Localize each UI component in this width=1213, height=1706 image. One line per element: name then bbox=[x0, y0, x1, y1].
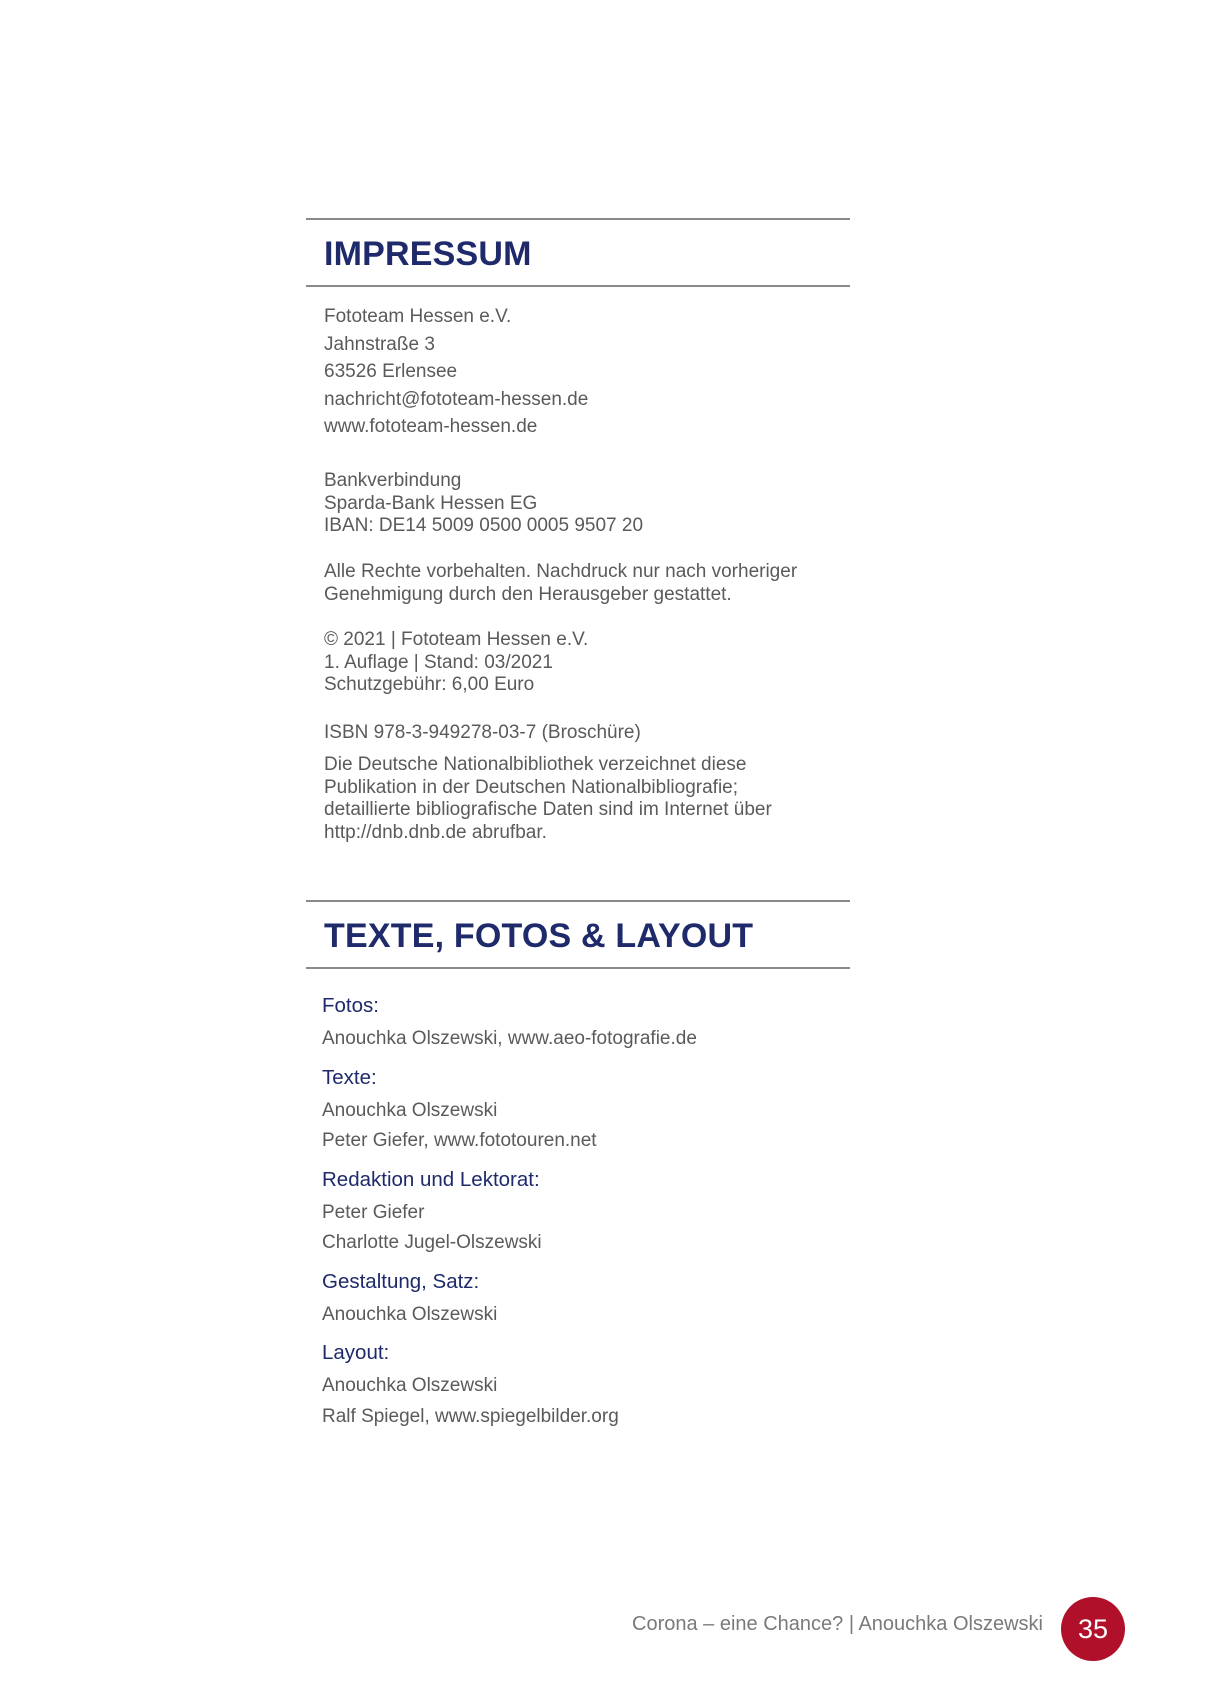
credit-label: Gestaltung, Satz: bbox=[322, 1269, 480, 1293]
edition-line: 1. Auflage | Stand: 03/2021 bbox=[324, 651, 553, 673]
dnb-line: detaillierte bibliografische Daten sind im Internet über bbox=[324, 799, 772, 820]
impressum-heading: IMPRESSUM bbox=[324, 235, 532, 273]
credit-group-redaktion bbox=[322, 1167, 882, 1259]
postal-city: 63526 Erlensee bbox=[324, 361, 458, 382]
dnb-line: Publikation in der Deutschen Nationalbibliografie; bbox=[324, 776, 739, 798]
credits-list bbox=[322, 993, 882, 1442]
address-block bbox=[324, 303, 588, 441]
credit-group-fotos bbox=[322, 993, 882, 1055]
credits-heading: TEXTE, FOTOS & LAYOUT bbox=[324, 917, 754, 955]
isbn: ISBN 978-3-949278-03-7 (Broschüre) bbox=[324, 722, 641, 743]
fee-line: Schutzgebühr: 6,00 Euro bbox=[324, 674, 535, 695]
credit-group-texte bbox=[322, 1065, 882, 1157]
edition-block bbox=[324, 629, 588, 697]
credit-group-gestaltung bbox=[322, 1269, 882, 1331]
credit-value: Ralf Spiegel, www.spiegelbilder.org bbox=[322, 1405, 619, 1427]
org-name: Fototeam Hessen e.V. bbox=[324, 306, 512, 327]
credit-value: Anouchka Olszewski, www.aeo-fotografie.de bbox=[322, 1028, 697, 1049]
dnb-block bbox=[324, 754, 772, 844]
email-link[interactable]: nachricht@fototeam-hessen.de bbox=[324, 388, 589, 410]
bank-heading: Bankverbindung bbox=[324, 470, 462, 491]
credit-label: Layout: bbox=[322, 1341, 390, 1364]
rights-block bbox=[324, 561, 797, 606]
rights-line: Genehmigung durch den Herausgeber gestattet. bbox=[324, 583, 732, 605]
bank-block bbox=[324, 470, 643, 538]
credit-label: Fotos: bbox=[322, 994, 379, 1017]
website-link[interactable]: www.fototeam-hessen.de bbox=[324, 416, 538, 437]
credits-bottom-rule bbox=[306, 967, 850, 969]
dnb-link-line[interactable]: http://dnb.dnb.de abrufbar. bbox=[324, 821, 547, 843]
credit-value: Anouchka Olszewski bbox=[322, 1375, 498, 1396]
impressum-bottom-rule bbox=[306, 285, 850, 287]
credit-value: Anouchka Olszewski bbox=[322, 1099, 498, 1121]
dnb-line: Die Deutsche Nationalbibliothek verzeichnet diese bbox=[324, 754, 747, 775]
credit-value: Peter Giefer bbox=[322, 1201, 425, 1223]
iban: IBAN: DE14 5009 0500 0005 9507 20 bbox=[324, 515, 644, 536]
rights-line: Alle Rechte vorbehalten. Nachdruck nur nach vorheriger bbox=[324, 561, 798, 582]
page-number-badge: 35 bbox=[1061, 1597, 1125, 1661]
credit-value: Charlotte Jugel-Olszewski bbox=[322, 1232, 542, 1253]
bank-name: Sparda-Bank Hessen EG bbox=[324, 492, 538, 514]
isbn-block bbox=[324, 722, 641, 745]
street: Jahnstraße 3 bbox=[324, 333, 435, 355]
footer-running-title: Corona – eine Chance? | Anouchka Olszewski bbox=[632, 1613, 1043, 1635]
credit-label: Redaktion und Lektorat: bbox=[322, 1167, 540, 1191]
credit-value: Anouchka Olszewski bbox=[322, 1303, 498, 1325]
credit-value: Peter Giefer, www.fototouren.net bbox=[322, 1130, 597, 1151]
copyright-line: © 2021 | Fototeam Hessen e.V. bbox=[324, 629, 589, 650]
credit-group-layout bbox=[322, 1340, 882, 1432]
impressum-top-rule bbox=[306, 218, 850, 220]
credits-top-rule bbox=[306, 900, 850, 902]
credit-label: Texte: bbox=[322, 1065, 377, 1089]
